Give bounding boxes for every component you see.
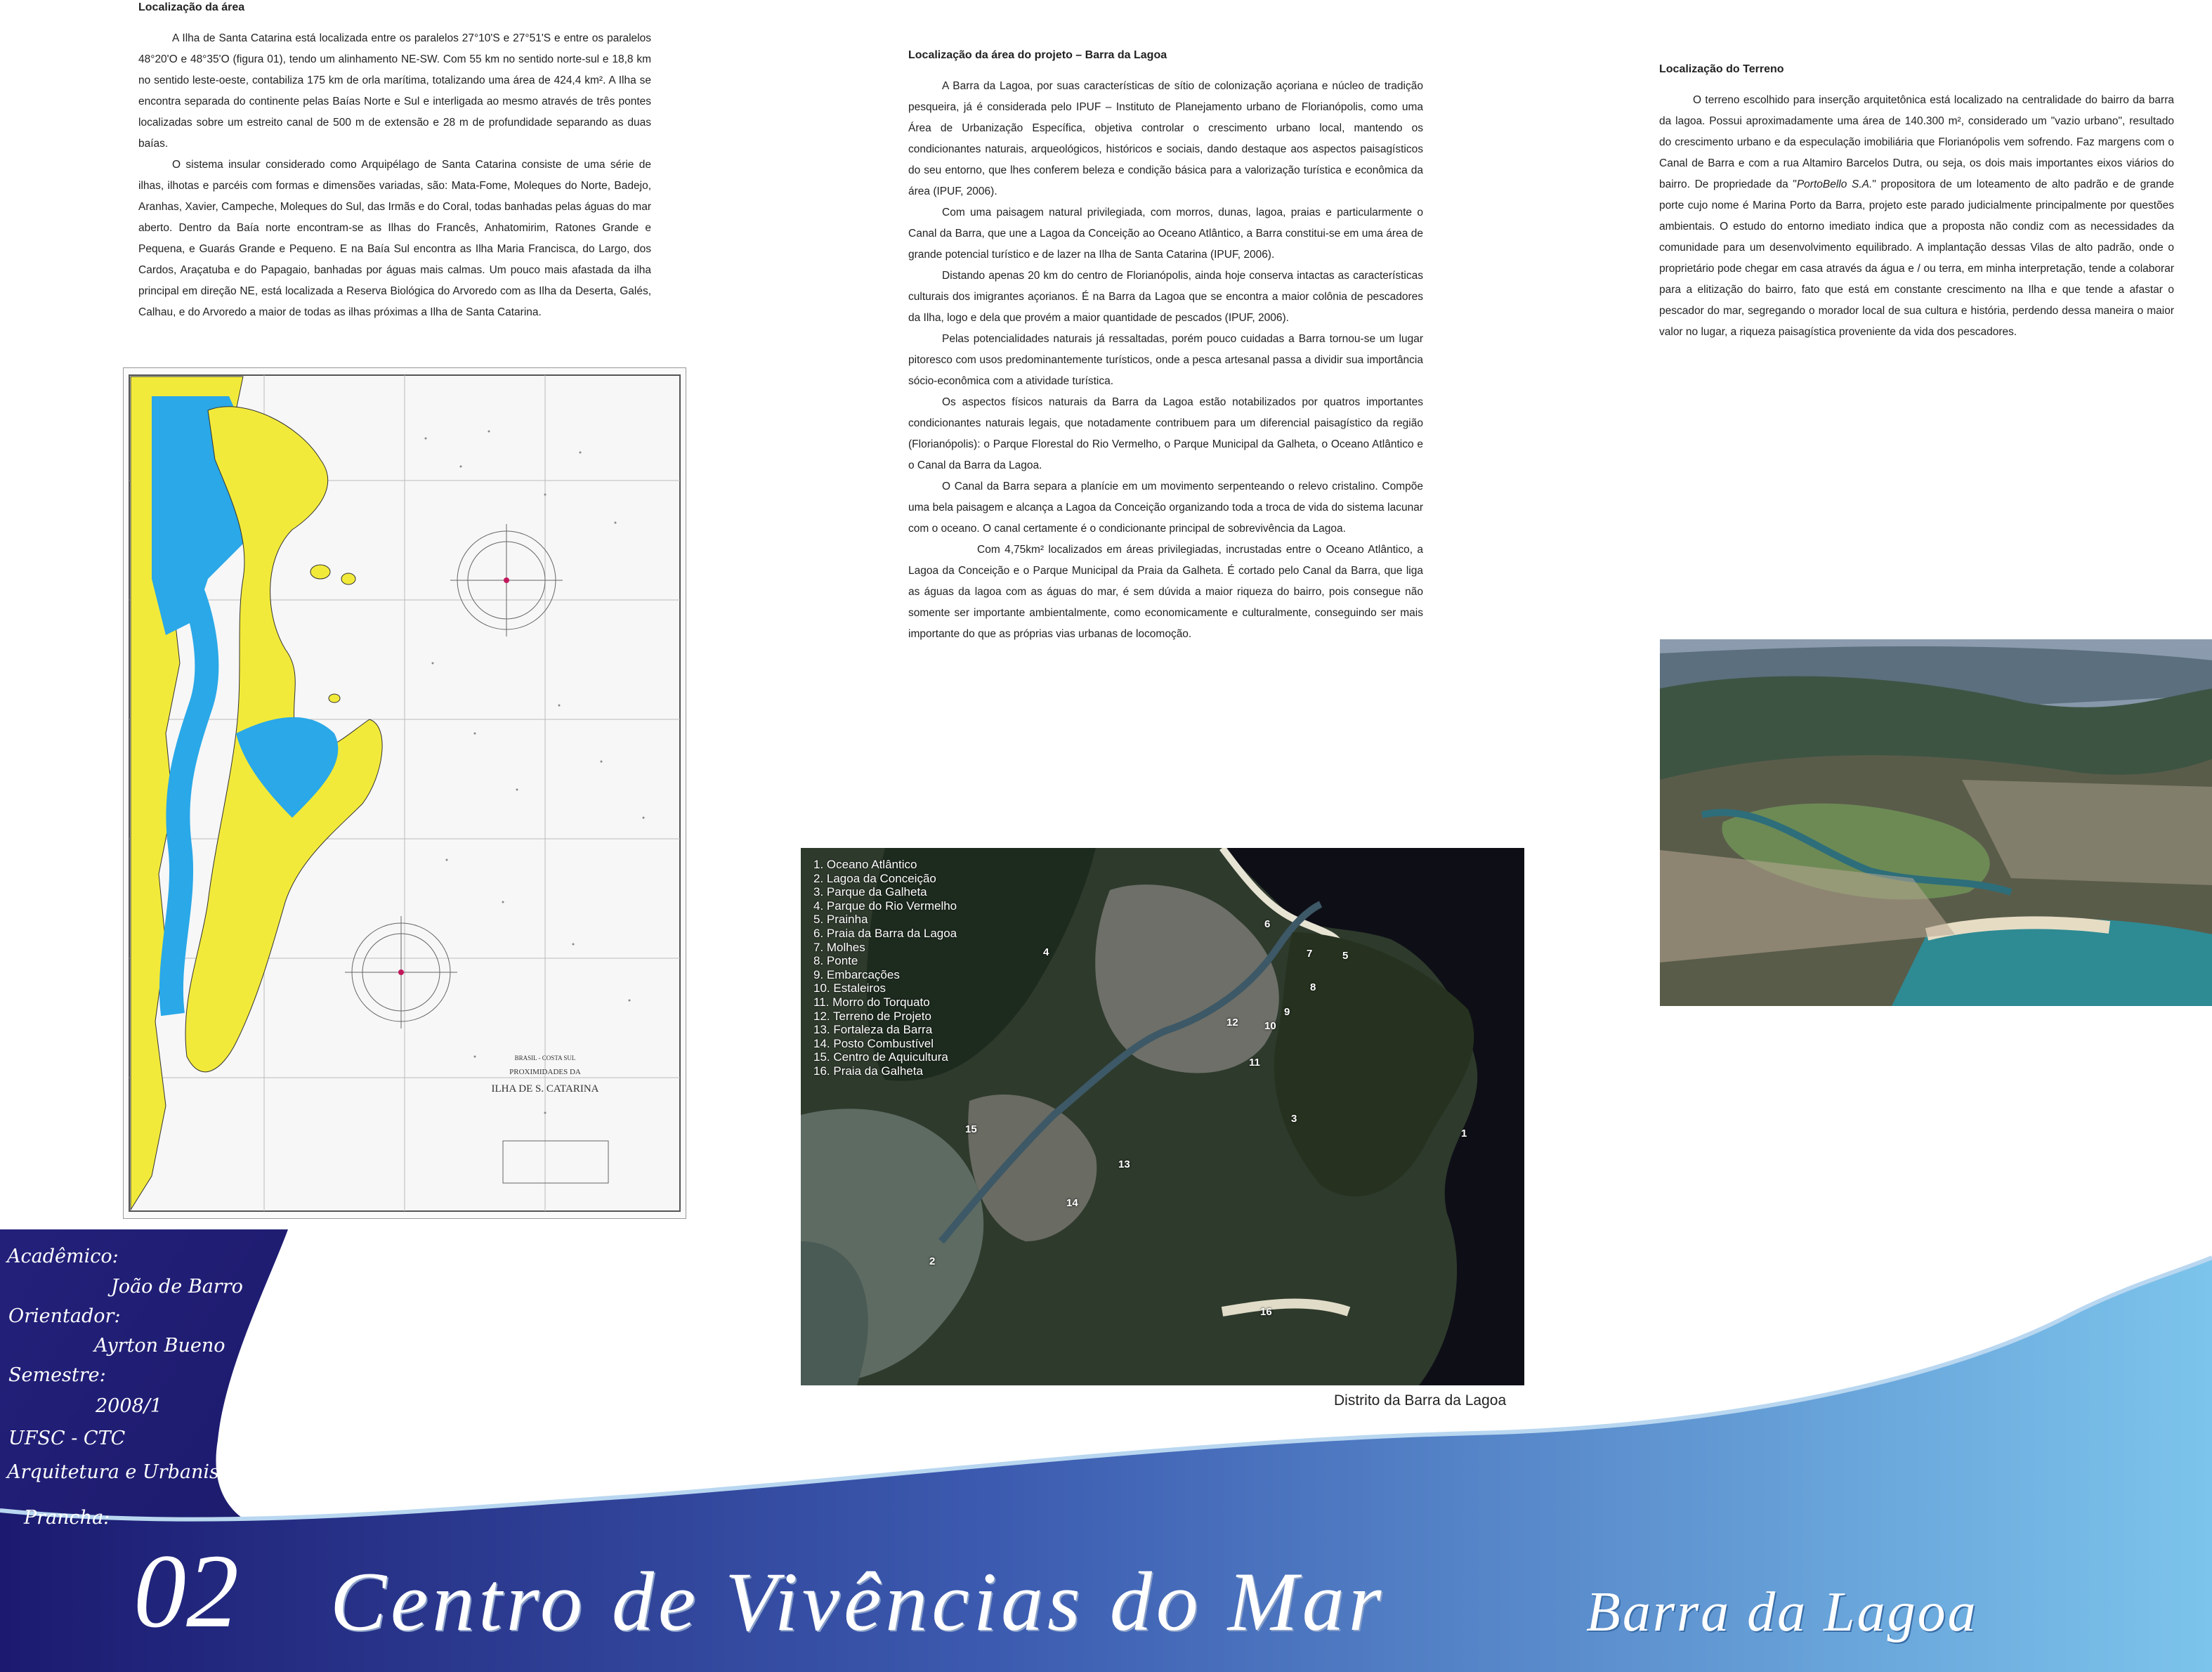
paragraph: A Barra da Lagoa, por suas características de sítio de colonização açoriana e núcleo de tradição pesqueira, já é considerada pelo IPUF – Instituto de Planejamento urbano de Florianópolis, como uma Área de Urbanização Específica, objetiva controlar o crescimento urbano local, mantendo os condicionantes naturais, arqueológicos, históricos e sociais, dando destaque aos aspectos paisagísticos do seu entorno, que lhes conferem beleza e condição básica para a valorização turística e econômica da área (IPUF, 2006). <box>908 80 1423 197</box>
column-localizacao-terreno <box>1659 62 2174 343</box>
chart-graphic <box>124 368 686 1218</box>
instituicao: UFSC - CTC <box>8 1428 126 1449</box>
legend-item: 2. Lagoa da Conceição <box>813 871 936 885</box>
section-title: Localização da área do projeto – Barra da Lagoa <box>908 49 1167 61</box>
aerial-caption: Distrito da Barra da Lagoa <box>1334 1392 1507 1409</box>
aerial-marker: 2 <box>929 1255 936 1267</box>
legend-item: 12. Terreno de Projeto <box>813 1009 931 1023</box>
paragraph-text: O terreno escolhido para inserção arquitetônica está localizado na centralidade do bairro da barra da lagoa. Possui aproximadamente uma área de 140.300 m², considerado um "vazio urbano", resultado do crescimento urbano e da especulação imobiliária que Florianópolis vem sofrendo. Faz margens com o Canal de Barra e com a rua Altamiro Barcelos Dutra, ou seja, os dois mais importantes eixos viários do bairro. De propriedade da " <box>1659 94 2174 190</box>
legend-item: 14. Posto Combustível <box>813 1036 934 1050</box>
legend-item: 8. Ponte <box>813 954 858 968</box>
aerial-marker: 6 <box>1264 918 1271 930</box>
paragraph: Com uma paisagem natural privilegiada, com morros, dunas, lagoa, praias e particularmente o Canal da Barra, que une a Lagoa da Conceição ao Oceano Atlântico, a Barra constitui-se em uma área de grande potencial turístico e de lazer na Ilha de Santa Catarina (IPUF, 2006). <box>908 207 1423 261</box>
chart-title-line2: PROXIMIDADES DA <box>509 1068 581 1076</box>
legend-item: 4. Parque do Rio Vermelho <box>813 899 957 913</box>
legend-item: 15. Centro de Aquicultura <box>813 1050 948 1064</box>
photo-graphic <box>1660 639 2212 1006</box>
company-name: PortoBello S.A. <box>1796 178 1873 190</box>
aerial-marker: 9 <box>1284 1006 1290 1018</box>
aerial-marker: 5 <box>1342 950 1349 962</box>
aerial-marker: 8 <box>1310 981 1316 993</box>
bottom-banner <box>0 1229 2212 1672</box>
banner-subtitle: Barra da Lagoa <box>1586 1581 1978 1643</box>
oblique-photo-barra <box>1660 639 2212 1006</box>
banner-title: Centro de Vivências do Mar <box>330 1555 1386 1648</box>
aerial-marker: 15 <box>965 1123 977 1135</box>
paragraph-text: " propositora de um loteamento de alto padrão e de grande porte cujo nome é Marina Porto da Barra, projeto este parado judicialmente principalmente por questões ambientais. O estudo do entorno imediato indica que a proposta não condiz com as necessidades da comunidade para um desenvolvimento equilibrado. A implantação dessas Vilas de alto padrão, onde o proprietário pode chegar em casa através da água e / ou terra, em minha interpretação, tende a colaborar para a elitização do bairro, fato que está em constante crescimento na Ilha e que tende a afastar o pescador do mar, segregando o morador local de sua cultura e história, perdendo dessa maneira o maior valor no lugar, a riqueza paisagística proveniente da vida dos pescadores. <box>1659 178 2174 338</box>
aerial-legend <box>813 858 957 1078</box>
paragraph: O sistema insular considerado como Arquipélago de Santa Catarina consiste de uma série de ilhas, ilhotas e parcéis com formas e dimensões variadas, são: Mata-Fome, Moleques do Norte, Badejo, Aranhas, Xavier, Campeche, Moleques do Sul, das Irmãs e do Coral, todas banhadas pelas águas do mar aberto. Dentro da Baía norte encontram-se as Ilhas do Francês, Anhatomirim, Ratones Grande e Pequena, e Guarás Grande e Pequeno. E na Baía Sul encontra as Ilha Maria Francisca, do Largo, dos Cardos, Araçatuba e do Papagaio, banhadas por águas mais calmas. Um pouco mais afastada da ilha principal em direção NE, está localizada a Reserva Biológica do Arvoredo com as Ilha da Deserta, Galés, Calhau, e do Arvoredo a maior de todas as ilhas próximas a Ilha de Santa Catarina. <box>138 159 651 318</box>
paragraph <box>1659 90 2174 343</box>
aerial-marker: 16 <box>1260 1306 1272 1318</box>
legend-item: 13. Fortaleza da Barra <box>813 1023 933 1037</box>
aerial-marker: 12 <box>1226 1017 1238 1028</box>
legend-item: 5. Prainha <box>813 913 868 927</box>
paragraph: Distando apenas 20 km do centro de Florianópolis, ainda hoje conserva intactas as características culturais dos imigrantes açorianos. É na Barra da Lagoa que se encontra a maior colônia de pescadores da Ilha, logo e dela que provém a maior quantidade de pescados (IPUF, 2006). <box>908 270 1423 324</box>
prancha-label: Prancha: <box>24 1507 110 1529</box>
curso: Arquitetura e Urbanismo <box>7 1461 249 1483</box>
aerial-marker: 4 <box>1043 946 1049 958</box>
aerial-marker: 10 <box>1264 1020 1276 1032</box>
legend-item: 11. Morro do Torquato <box>813 995 930 1009</box>
column-localizacao-area <box>138 0 651 323</box>
paragraph: Os aspectos físicos naturais da Barra da Lagoa estão notabilizados por quatros importantes condicionantes naturais legais, que notadamente contribuem para um diferencial paisagístico da região (Florianópolis): o Parque Florestal do Rio Vermelho, o Parque Municipal da Galheta, o Oceano Atlântico e o Canal da Barra da Lagoa. <box>908 396 1423 471</box>
section-title: Localização do Terreno <box>1659 63 1784 75</box>
paragraph: Com 4,75km² localizados em áreas privilegiadas, incrustadas entre o Oceano Atlântico, a Lagoa da Conceição e o Parque Municipal da Praia da Galheta. É cortado pelo Canal da Barra, que liga as águas da lagoa com as águas do mar, é sem dúvida a maior riqueza do bairro, pois consegue não somente ser importante ambientalmente, como economicamente e culturalmente, conseguindo ser mais importante do que as próprias vias urbanas de locomoção. <box>908 544 1423 640</box>
aerial-marker: 11 <box>1249 1057 1260 1069</box>
orientador-label: Orientador: <box>8 1305 121 1327</box>
paragraph: Pelas potencialidades naturais já ressaltadas, porém pouco cuidadas a Barra tornou-se um lugar pitoresco com usos predominantemente turísticos, onde a pesca artesanal passa a dividir sua importância sócio-econômica com a atividade turística. <box>908 333 1423 387</box>
academico-label: Acadêmico: <box>7 1246 119 1267</box>
legend-item: 1. Oceano Atlântico <box>813 858 917 871</box>
column-localizacao-projeto <box>908 48 1423 645</box>
section-title: Localização da área <box>138 1 245 13</box>
paragraph: A Ilha de Santa Catarina está localizada entre os paralelos 27°10'S e 27°51'S e entre os paralelos 48°20'O e 48°35'O (figura 01), tendo um alinhamento NE-SW. Com 55 km no sentido norte-sul e 18,8 km no sentido leste-oeste, contabiliza 175 km de orla marítima, totalizando uma área de 424,4 km². A Ilha se encontra separada do continente pelas Baías Norte e Sul e interligada ao mesmo através de três pontes localizadas sobre um estreito canal de 500 m de extensão e 28 m de profundidade separando as duas baías. <box>138 32 651 150</box>
paragraph: O Canal da Barra separa a planície em um movimento serpenteando o relevo cristalino. Compõe uma bela paisagem e alcança a Lagoa da Conceição organizando toda a troca de vida do sistema lacunar com o oceano. O canal certamente é o condicionante principal de sobrevivência da Lagoa. <box>908 481 1423 535</box>
legend-item: 9. Embarcações <box>813 967 900 981</box>
legend-item: 10. Estaleiros <box>813 981 886 995</box>
nautical-chart-map <box>123 367 686 1219</box>
semestre-label: Semestre: <box>8 1364 106 1386</box>
legend-item: 3. Parque da Galheta <box>813 885 927 899</box>
prancha-number: 02 <box>133 1533 239 1650</box>
academico-name: João de Barro <box>111 1276 243 1298</box>
aerial-marker: 3 <box>1291 1113 1297 1125</box>
semestre-value: 2008/1 <box>96 1395 162 1417</box>
legend-item: 7. Molhes <box>813 940 865 954</box>
aerial-marker: 1 <box>1461 1128 1467 1139</box>
aerial-marker: 13 <box>1118 1158 1130 1170</box>
orientador-name: Ayrton Bueno <box>94 1335 225 1357</box>
chart-title-line3: ILHA DE S. CATARINA <box>491 1083 599 1095</box>
aerial-marker: 14 <box>1066 1197 1078 1209</box>
chart-title-line1: BRASIL - COSTA SUL <box>514 1054 576 1062</box>
legend-item: 16. Praia da Galheta <box>813 1064 923 1078</box>
aerial-marker: 7 <box>1307 948 1313 960</box>
legend-item: 6. Praia da Barra da Lagoa <box>813 926 957 940</box>
